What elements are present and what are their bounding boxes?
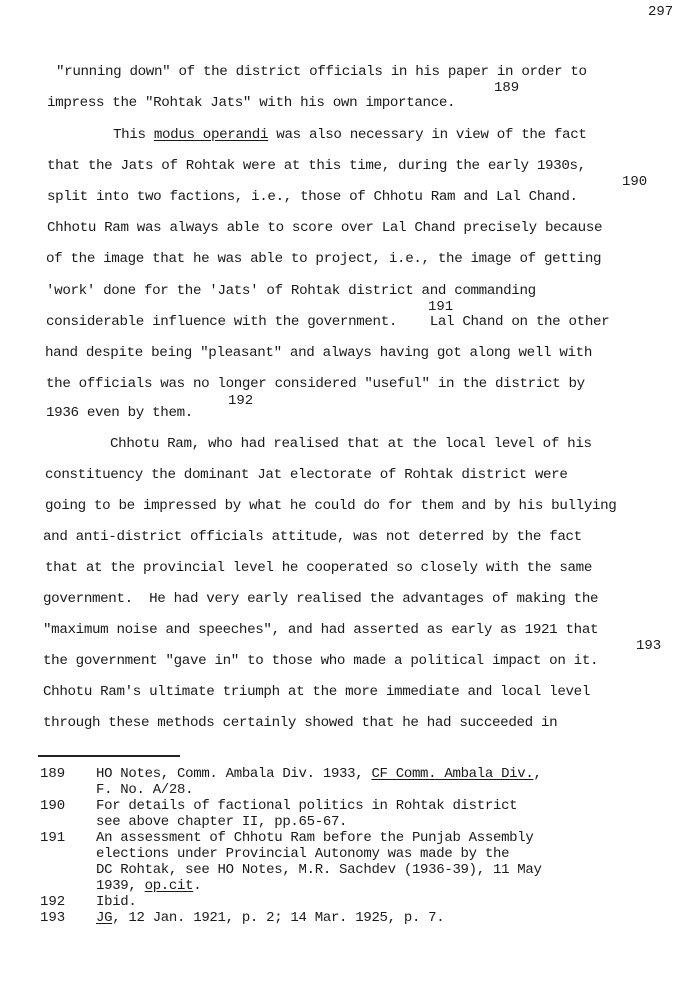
footnote-ref-193: 193 — [636, 638, 662, 654]
text-line: the officials was no longer considered "useful" in the district by — [46, 376, 585, 392]
cited-source: CF Comm. Ambala Div. — [371, 766, 534, 782]
text-line: 'work' done for the 'Jats' of Rohtak district and commanding — [46, 283, 536, 299]
footnote-number: 189 — [40, 766, 66, 782]
text-span: An assessment of Chhotu Ram before the Punjab Assembly — [96, 830, 534, 846]
text-line: through these methods certainly showed that he had succeeded in — [43, 715, 558, 731]
text-span: F. No. A/28. — [96, 782, 194, 798]
footnote-text — [96, 910, 444, 926]
footnote-text — [96, 830, 542, 894]
italic-term: modus operandi — [153, 127, 269, 143]
footnote-text — [96, 766, 542, 798]
text-line: split into two factions, i.e., those of Chhotu Ram and Lal Chand. — [47, 189, 578, 205]
text-line: 1936 even by them. — [46, 405, 193, 421]
text-line: considerable influence with the government. Lal Chand on the other — [46, 314, 610, 330]
text-line: that the Jats of Rohtak were at this time, during the early 1930s, — [47, 158, 586, 174]
text-span: see above chapter II, pp.65-67. — [96, 814, 348, 830]
footnote-number: 192 — [40, 894, 66, 910]
footnote-divider — [38, 755, 180, 757]
footnote-number: 193 — [40, 910, 66, 926]
text-line: going to be impressed by what he could do for them and by his bullying — [45, 498, 617, 514]
text-span: elections under Provincial Autonomy was made by the — [96, 846, 510, 862]
footnote-ref-189: 189 — [494, 80, 520, 96]
footnote-text — [96, 798, 517, 830]
page-number: 297 — [648, 4, 674, 20]
text-line: Chhotu Ram was always able to score over Lal Chand precisely because — [47, 220, 603, 236]
text-span: . — [193, 878, 202, 894]
text-line: of the image that he was able to project, i.e., the image of getting — [46, 251, 602, 267]
text-span: HO Notes, Comm. Ambala Div. 1933, — [96, 766, 372, 782]
cited-source: op.cit — [144, 878, 194, 894]
footnote-ref-191: 191 — [428, 299, 454, 315]
text-span: 1939, — [96, 878, 145, 894]
text-line: hand despite being "pleasant" and always having got along well with — [45, 345, 592, 361]
text-span: This — [113, 127, 154, 143]
text-line: constituency the dominant Jat electorate of Rohtak district were — [45, 467, 568, 483]
footnote-ref-192: 192 — [228, 393, 254, 409]
text-line: Chhotu Ram's ultimate triumph at the more immediate and local level — [43, 684, 590, 700]
cited-source: JG — [96, 910, 113, 926]
text-line: government. He had very early realised the advantages of making the — [43, 591, 599, 607]
text-line: that at the provincial level he cooperated so closely with the same — [45, 560, 592, 576]
footnote-number: 190 — [40, 798, 66, 814]
text-line: Chhotu Ram, who had realised that at the local level of his — [110, 436, 592, 452]
text-line: and anti-district officials attitude, was not deterred by the fact — [43, 529, 582, 545]
text-line — [113, 127, 587, 143]
text-span: DC Rohtak, see HO Notes, M.R. Sachdev (1936-39), 11 May — [96, 862, 542, 878]
text-line: the government "gave in" to those who made a political impact on it. — [43, 653, 599, 669]
text-span: For details of factional politics in Rohtak district — [96, 798, 518, 814]
text-line: "maximum noise and speeches", and had asserted as early as 1921 that — [43, 622, 599, 638]
text-line: "running down" of the district officials in his paper in order to — [56, 64, 587, 80]
text-span: , 12 Jan. 1921, p. 2; 14 Mar. 1925, p. 7. — [112, 910, 445, 926]
text-line: impress the "Rohtak Jats" with his own importance. — [47, 95, 456, 111]
text-span: , — [533, 766, 542, 782]
footnote-text: Ibid. — [96, 894, 137, 910]
footnote-number: 191 — [40, 830, 66, 846]
footnote-ref-190: 190 — [622, 174, 648, 190]
text-span: was also necessary in view of the fact — [268, 127, 587, 143]
